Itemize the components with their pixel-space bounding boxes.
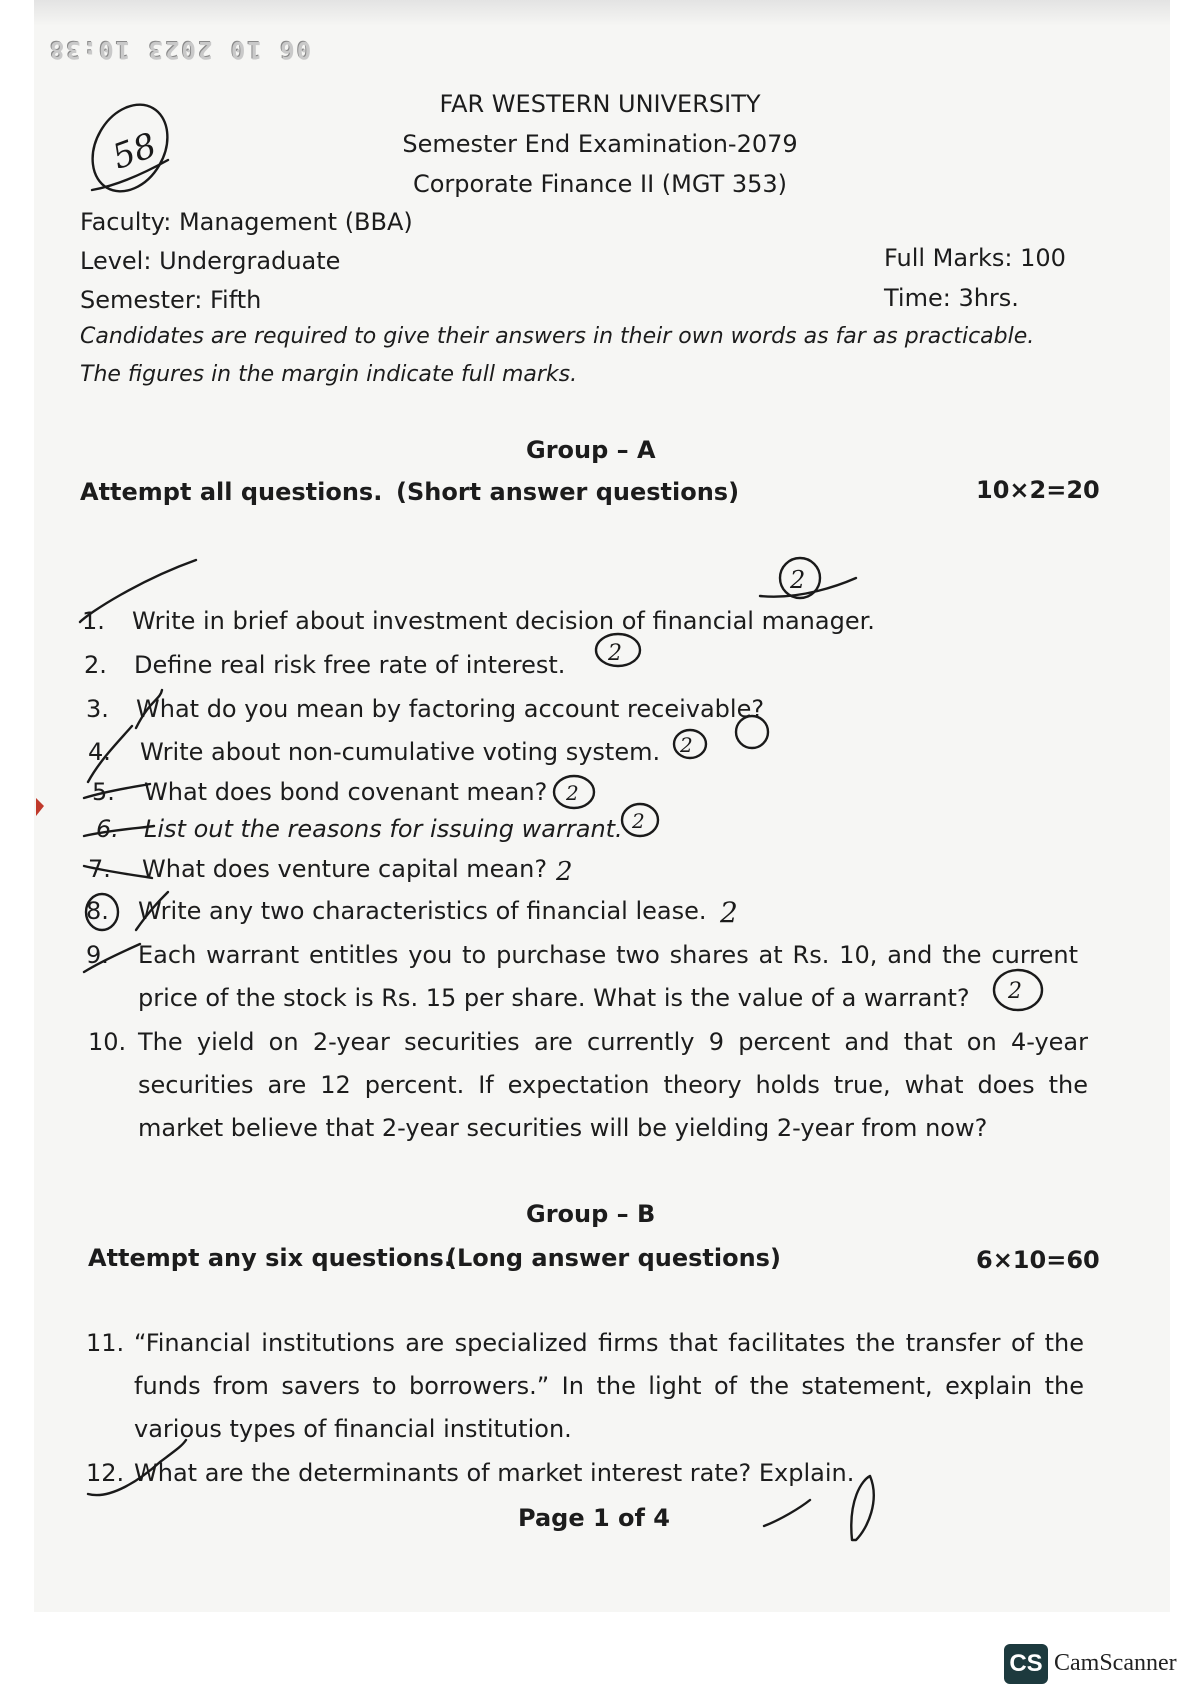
- handwritten-mark: 2: [1008, 979, 1022, 1004]
- camscanner-logo: CS: [1004, 1644, 1048, 1684]
- handwritten-mark: 2: [566, 781, 579, 805]
- question-number: 4.: [88, 738, 111, 766]
- handwritten-mark: 2: [790, 566, 806, 594]
- question-number: 1.: [82, 607, 105, 635]
- question-text-line: various types of financial institution.: [134, 1415, 572, 1443]
- exam-time: Time: 3hrs.: [884, 284, 1019, 312]
- scan-date-stamp: 06 10 2023 10:38: [48, 36, 312, 64]
- question-text: What does venture capital mean?: [142, 855, 548, 883]
- question-number: 12.: [86, 1459, 125, 1487]
- question-text-line: “Financial institutions are specialized firms that facilitates the transfer of the: [134, 1329, 1084, 1357]
- question-number: 5.: [92, 778, 115, 806]
- question-text: List out the reasons for issuing warrant.: [144, 815, 623, 843]
- question-text-line: The yield on 2-year securities are currently 9 percent and that on 4-year: [138, 1028, 1088, 1056]
- semester: Semester: Fifth: [80, 286, 262, 314]
- question-number: 2.: [84, 651, 107, 679]
- handwritten-code: 58: [107, 125, 162, 178]
- question-number: 6.: [96, 815, 119, 843]
- handwritten-mark: 2: [680, 733, 693, 757]
- handwritten-mark: 2: [556, 857, 573, 887]
- question-text: Write about non-cumulative voting system.: [140, 738, 661, 766]
- question-text-line: price of the stock is Rs. 15 per share. What is the value of a warrant?: [138, 984, 970, 1012]
- course-title: Corporate Finance II (MGT 353): [412, 170, 788, 198]
- group-a-type: (Short answer questions): [396, 478, 740, 506]
- question-text: What does bond covenant mean?: [144, 778, 548, 806]
- group-b-instruction: Attempt any six questions.: [88, 1244, 453, 1272]
- question-text: Define real risk free rate of interest.: [134, 651, 566, 679]
- group-b-type: (Long answer questions): [446, 1244, 781, 1272]
- instruction-line: Candidates are required to give their answers in their own words as far as practicable.: [80, 324, 1035, 349]
- instruction-line: The figures in the margin indicate full marks.: [80, 362, 578, 387]
- university-name: FAR WESTERN UNIVERSITY: [439, 90, 761, 118]
- camscanner-label: CamScanner: [1054, 1650, 1177, 1676]
- exam-title: Semester End Examination-2079: [402, 130, 798, 158]
- group-a-instruction: Attempt all questions.: [80, 478, 383, 506]
- question-text: Write in brief about investment decision of financial manager.: [132, 607, 875, 635]
- question-text-line: Each warrant entitles you to purchase two shares at Rs. 10, and the current: [138, 941, 1078, 969]
- page-number: Page 1 of 4: [518, 1504, 670, 1532]
- question-text-line: funds from savers to borrowers.” In the light of the statement, explain the: [134, 1372, 1084, 1400]
- group-a-title: Group – A: [526, 436, 656, 464]
- handwritten-mark: 2: [608, 641, 622, 666]
- question-text-line: securities are 12 percent. If expectation theory holds true, what does the: [138, 1071, 1088, 1099]
- question-number: 3.: [86, 695, 109, 723]
- question-text-line: market believe that 2-year securities will be yielding 2-year from now?: [138, 1114, 988, 1142]
- handwritten-mark: 2: [720, 896, 738, 929]
- question-text: What do you mean by factoring account receivable?: [136, 695, 765, 723]
- faculty: Faculty: Management (BBA): [80, 208, 413, 236]
- group-a-marks: 10×2=20: [976, 476, 1100, 504]
- full-marks: Full Marks: 100: [884, 244, 1066, 272]
- question-number: 9.: [86, 941, 109, 969]
- question-text: What are the determinants of market interest rate? Explain.: [134, 1459, 855, 1487]
- question-text: Write any two characteristics of financial lease.: [138, 897, 707, 925]
- handwritten-mark: 2: [632, 809, 645, 833]
- group-b-marks: 6×10=60: [976, 1246, 1100, 1274]
- group-b-title: Group – B: [526, 1200, 656, 1228]
- question-number: 7.: [88, 855, 111, 883]
- question-number: 10.: [88, 1028, 127, 1056]
- level: Level: Undergraduate: [80, 247, 341, 275]
- scan-edge-shadow: [34, 0, 1170, 26]
- question-number: 8.: [86, 897, 109, 925]
- question-number: 11.: [86, 1329, 125, 1357]
